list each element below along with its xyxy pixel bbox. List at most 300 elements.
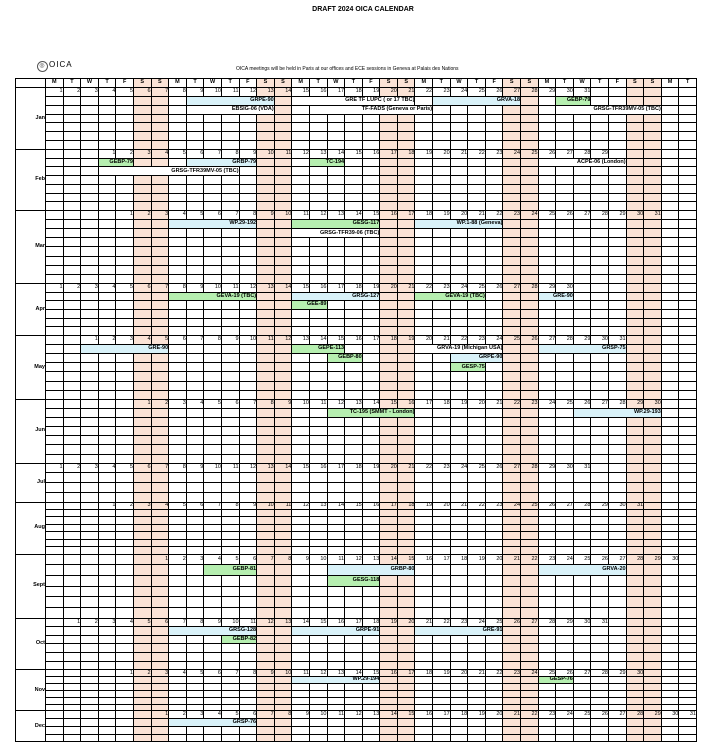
calendar-event[interactable]: TC-195 (SMMT - London) [327, 408, 415, 417]
empty-cell [98, 719, 116, 727]
empty-cell [362, 684, 380, 691]
empty-cell [573, 274, 591, 283]
empty-cell [327, 184, 345, 193]
empty-cell [274, 483, 292, 493]
empty-cell [626, 483, 644, 493]
month-event-row [16, 704, 697, 711]
empty-cell [239, 436, 257, 445]
calendar-event[interactable]: GESG-118 [327, 575, 380, 586]
month-event-row [16, 309, 697, 318]
empty-cell [151, 381, 169, 390]
empty-cell [133, 390, 151, 399]
empty-cell [556, 354, 574, 363]
empty-cell [81, 726, 99, 734]
empty-cell [169, 141, 187, 150]
day-number: 16 [380, 210, 398, 219]
month-event-row [16, 719, 697, 727]
empty-cell [591, 184, 609, 193]
empty-cell [503, 539, 521, 546]
calendar-event[interactable]: GESP-76 [538, 677, 573, 684]
empty-cell [573, 635, 591, 644]
empty-cell [274, 247, 292, 256]
empty-cell [327, 247, 345, 256]
empty-cell [397, 274, 415, 283]
calendar-event[interactable]: TC-194 [309, 158, 344, 167]
empty-cell [450, 635, 468, 644]
empty-cell [609, 726, 627, 734]
empty-cell [116, 445, 134, 454]
empty-cell [186, 539, 204, 546]
empty-cell [538, 114, 556, 123]
empty-cell [468, 719, 486, 727]
calendar-event[interactable]: GRBP-80 [327, 565, 415, 576]
empty-cell [644, 150, 662, 159]
empty-cell [98, 265, 116, 274]
month-event-row [16, 565, 697, 576]
empty-cell [169, 677, 187, 684]
empty-cell [626, 390, 644, 399]
empty-cell [380, 354, 398, 363]
empty-cell [573, 229, 591, 238]
empty-cell [151, 454, 169, 463]
empty-cell [327, 114, 345, 123]
month-label: Nov [16, 670, 46, 711]
calendar-event[interactable]: GRPE-91 [292, 627, 380, 636]
empty-cell [397, 473, 415, 483]
empty-cell [450, 690, 468, 697]
empty-cell [380, 586, 398, 597]
empty-cell [415, 184, 433, 193]
day-number: 10 [309, 554, 327, 565]
empty-cell [204, 547, 222, 554]
empty-cell [521, 372, 539, 381]
empty-cell [503, 408, 521, 417]
empty-cell [503, 597, 521, 608]
empty-cell [380, 607, 398, 618]
empty-cell [661, 141, 679, 150]
calendar-event[interactable]: GEPE-113 [292, 345, 345, 354]
empty-cell [362, 381, 380, 390]
calendar-event[interactable]: GRE-90 [81, 345, 169, 354]
empty-cell [63, 684, 81, 691]
empty-cell [679, 184, 697, 193]
empty-cell [397, 238, 415, 247]
calendar-event[interactable]: GRE-91 [415, 627, 503, 636]
empty-cell [679, 454, 697, 463]
day-number: 28 [591, 210, 609, 219]
day-number: 27 [609, 711, 627, 719]
day-number: 17 [345, 618, 363, 627]
empty-cell [239, 301, 257, 310]
day-number: 20 [485, 554, 503, 565]
day-number: 29 [556, 618, 574, 627]
empty-cell [450, 256, 468, 265]
empty-cell [397, 184, 415, 193]
empty-cell [503, 309, 521, 318]
empty-cell [644, 132, 662, 141]
empty-cell [98, 210, 116, 219]
month-event-row [16, 372, 697, 381]
empty-cell [661, 597, 679, 608]
empty-cell [485, 301, 503, 310]
empty-cell [151, 635, 169, 644]
calendar-event[interactable]: GEBP-80 [327, 354, 362, 363]
calendar-event[interactable]: GRSG-TFR39MV-05 (TBC) [556, 105, 662, 114]
empty-cell [46, 644, 64, 653]
empty-cell [626, 539, 644, 546]
empty-cell [380, 381, 398, 390]
empty-cell [221, 597, 239, 608]
empty-cell [63, 670, 81, 677]
month-event-row [16, 697, 697, 704]
empty-cell [151, 644, 169, 653]
empty-cell [362, 704, 380, 711]
empty-cell [81, 661, 99, 670]
empty-cell [274, 96, 292, 105]
empty-cell [679, 399, 697, 408]
empty-cell [345, 539, 363, 546]
day-number: 2 [169, 554, 187, 565]
day-number: 2 [98, 335, 116, 344]
empty-cell [397, 354, 415, 363]
empty-cell [133, 318, 151, 327]
month-event-row [16, 193, 697, 202]
calendar-event[interactable]: GEVA-19 (TBC) [415, 292, 485, 301]
empty-cell [485, 176, 503, 185]
empty-cell [169, 418, 187, 427]
empty-cell [133, 309, 151, 318]
empty-cell [661, 123, 679, 132]
day-number: 25 [468, 283, 486, 292]
empty-cell [397, 677, 415, 684]
empty-cell [679, 719, 697, 727]
empty-cell [661, 158, 679, 167]
calendar-event[interactable]: GEBP-79 [98, 158, 133, 167]
day-number: 4 [133, 335, 151, 344]
empty-cell [450, 114, 468, 123]
calendar-event[interactable]: GRBP-79 [186, 158, 256, 167]
day-number: 31 [573, 463, 591, 473]
empty-cell [521, 247, 539, 256]
day-number: 1 [81, 335, 99, 344]
weekday-header: M [661, 79, 679, 88]
empty-cell [609, 492, 627, 502]
empty-cell [327, 734, 345, 742]
empty-cell [485, 123, 503, 132]
empty-cell [380, 238, 398, 247]
calendar-event[interactable]: GRE-90 [538, 292, 573, 301]
empty-cell [433, 483, 451, 493]
empty-cell [257, 726, 275, 734]
day-number: 30 [661, 554, 679, 565]
empty-cell [503, 445, 521, 454]
empty-cell [81, 301, 99, 310]
empty-cell [609, 238, 627, 247]
empty-cell [591, 229, 609, 238]
calendar-event[interactable]: GRPE-90 [450, 354, 503, 363]
empty-cell [626, 88, 644, 97]
empty-cell [397, 381, 415, 390]
calendar-event[interactable]: WP.29-192 [169, 220, 257, 229]
empty-cell [186, 532, 204, 539]
empty-cell [644, 726, 662, 734]
calendar-event[interactable]: GEBP-79 [556, 96, 591, 105]
empty-cell [309, 114, 327, 123]
empty-cell [433, 105, 451, 114]
empty-cell [626, 445, 644, 454]
empty-cell [521, 193, 539, 202]
empty-cell [468, 483, 486, 493]
empty-cell [292, 318, 310, 327]
day-number: 26 [521, 335, 539, 344]
empty-cell [521, 408, 539, 417]
empty-cell [133, 653, 151, 662]
empty-cell [573, 202, 591, 211]
empty-cell [292, 427, 310, 436]
empty-cell [380, 547, 398, 554]
empty-cell [538, 372, 556, 381]
empty-cell [274, 690, 292, 697]
calendar-event[interactable]: WP.29-193 [573, 408, 661, 417]
day-number: 24 [521, 670, 539, 677]
empty-cell [591, 372, 609, 381]
weekday-header: W [573, 79, 591, 88]
calendar-event[interactable]: GRE TF LUPC ( or 17 TBC) [292, 96, 415, 105]
month-label: Mar [16, 210, 46, 283]
calendar-event[interactable]: GEVA-19 (TBC) [169, 292, 257, 301]
empty-cell [133, 539, 151, 546]
empty-cell [309, 372, 327, 381]
empty-cell [169, 309, 187, 318]
empty-cell [538, 381, 556, 390]
day-number: 9 [292, 554, 310, 565]
calendar-event[interactable]: GRSG-TFR39MV-05 (TBC) [98, 167, 239, 176]
day-number: 11 [239, 618, 257, 627]
day-number: 21 [450, 150, 468, 159]
empty-cell [362, 547, 380, 554]
empty-cell [63, 176, 81, 185]
empty-cell [468, 202, 486, 211]
empty-cell [609, 88, 627, 97]
calendar-event[interactable]: GRSP-76 [169, 719, 257, 727]
calendar-event[interactable]: EBSIG-06 (VDA) [186, 105, 274, 114]
calendar-event[interactable]: GRVA-19 (Michigan USA) [415, 345, 503, 354]
empty-cell [609, 256, 627, 265]
empty-cell [169, 607, 187, 618]
day-number: 14 [345, 210, 363, 219]
empty-cell [63, 586, 81, 597]
day-number: 21 [468, 210, 486, 219]
empty-cell [485, 524, 503, 531]
empty-cell [591, 483, 609, 493]
day-number: 18 [397, 502, 415, 509]
month-label: Feb [16, 150, 46, 211]
empty-cell [609, 114, 627, 123]
calendar-event[interactable]: GRPE-90 [186, 96, 274, 105]
empty-cell [380, 132, 398, 141]
empty-cell [468, 408, 486, 417]
empty-cell [573, 492, 591, 502]
empty-cell [169, 363, 187, 372]
weekday-header: T [221, 79, 239, 88]
day-number: 27 [503, 463, 521, 473]
calendar-event[interactable]: GRVA-20 [538, 565, 626, 576]
empty-cell [309, 318, 327, 327]
empty-cell [221, 697, 239, 704]
calendar-event[interactable]: GESG-117 [292, 220, 380, 229]
empty-cell [257, 381, 275, 390]
calendar-event[interactable]: GRSG-128 [169, 627, 257, 636]
empty-cell [626, 309, 644, 318]
empty-cell [609, 618, 627, 627]
day-number: 10 [221, 618, 239, 627]
empty-cell [573, 309, 591, 318]
calendar-event[interactable]: GESP-75 [450, 363, 485, 372]
empty-cell [626, 318, 644, 327]
empty-cell [661, 473, 679, 483]
empty-cell [327, 704, 345, 711]
empty-cell [46, 210, 64, 219]
empty-cell [309, 473, 327, 483]
day-number: 6 [186, 502, 204, 509]
empty-cell [380, 719, 398, 727]
empty-cell [380, 473, 398, 483]
calendar-event[interactable]: GEBP-82 [221, 635, 256, 644]
month-event-row [16, 427, 697, 436]
empty-cell [679, 345, 697, 354]
empty-cell [626, 719, 644, 727]
calendar-event[interactable]: GRSG-TFR39-06 (TBC) [292, 229, 380, 238]
empty-cell [169, 158, 187, 167]
empty-cell [556, 661, 574, 670]
empty-cell [63, 547, 81, 554]
empty-cell [556, 445, 574, 454]
empty-cell [521, 661, 539, 670]
empty-cell [661, 704, 679, 711]
empty-cell [204, 734, 222, 742]
empty-cell [573, 301, 591, 310]
empty-cell [521, 381, 539, 390]
calendar-event[interactable]: GRVA-18 [433, 96, 521, 105]
empty-cell [450, 677, 468, 684]
empty-cell [63, 335, 81, 344]
calendar-event[interactable]: GEBP-81 [204, 565, 257, 576]
day-number: 3 [81, 88, 99, 97]
calendar-event[interactable]: WP.1-88 (Geneva) [415, 220, 503, 229]
day-number: 26 [538, 150, 556, 159]
empty-cell [556, 363, 574, 372]
empty-cell [274, 418, 292, 427]
empty-cell [661, 210, 679, 219]
empty-cell [485, 483, 503, 493]
empty-cell [362, 510, 380, 517]
calendar-event[interactable]: WP.29-194 [292, 677, 380, 684]
day-number: 20 [433, 502, 451, 509]
empty-cell [644, 510, 662, 517]
empty-cell [362, 597, 380, 608]
empty-cell [521, 704, 539, 711]
empty-cell [204, 301, 222, 310]
empty-cell [327, 661, 345, 670]
calendar-title: DRAFT 2024 OICA CALENDAR [312, 6, 414, 13]
calendar-event[interactable]: GRSP-75 [538, 345, 626, 354]
empty-cell [626, 517, 644, 524]
empty-cell [468, 454, 486, 463]
empty-cell [415, 372, 433, 381]
empty-cell [81, 176, 99, 185]
day-number: 8 [239, 210, 257, 219]
calendar-event[interactable]: GRSG-127 [292, 292, 380, 301]
month-event-row [16, 158, 697, 167]
empty-cell [503, 318, 521, 327]
empty-cell [63, 661, 81, 670]
empty-cell [274, 372, 292, 381]
empty-cell [204, 176, 222, 185]
empty-cell [169, 635, 187, 644]
empty-cell [591, 510, 609, 517]
day-number: 14 [327, 150, 345, 159]
empty-cell [63, 292, 81, 301]
empty-cell [397, 539, 415, 546]
empty-cell [521, 390, 539, 399]
empty-cell [644, 627, 662, 636]
calendar-event[interactable]: TF-FADS (Geneva or Paris) [309, 105, 432, 114]
empty-cell [221, 539, 239, 546]
empty-cell [538, 697, 556, 704]
empty-cell [661, 677, 679, 684]
empty-cell [81, 565, 99, 576]
empty-cell [679, 697, 697, 704]
venue-note: OICA meetings will be held in Paris at our offices and ECE sessions in Geneva at Palais des Nations [236, 66, 459, 72]
empty-cell [450, 473, 468, 483]
day-number: 21 [397, 463, 415, 473]
empty-cell [644, 661, 662, 670]
day-number: 1 [116, 670, 134, 677]
empty-cell [538, 661, 556, 670]
empty-cell [204, 539, 222, 546]
empty-cell [327, 635, 345, 644]
calendar-event[interactable]: ACPE-06 (London) [538, 158, 626, 167]
empty-cell [292, 202, 310, 211]
empty-cell [644, 167, 662, 176]
day-number: 10 [257, 502, 275, 509]
empty-cell [151, 123, 169, 132]
empty-cell [397, 644, 415, 653]
empty-cell [468, 158, 486, 167]
empty-cell [362, 123, 380, 132]
empty-cell [573, 141, 591, 150]
calendar-event[interactable]: GEE-89 [292, 301, 327, 310]
empty-cell [591, 575, 609, 586]
empty-cell [309, 390, 327, 399]
empty-cell [521, 510, 539, 517]
empty-cell [380, 193, 398, 202]
empty-cell [644, 502, 662, 509]
empty-cell [46, 690, 64, 697]
empty-cell [609, 274, 627, 283]
empty-cell [538, 123, 556, 132]
empty-cell [450, 586, 468, 597]
day-number: 17 [327, 283, 345, 292]
empty-cell [415, 635, 433, 644]
empty-cell [397, 167, 415, 176]
empty-cell [521, 539, 539, 546]
empty-cell [556, 684, 574, 691]
day-number: 7 [169, 618, 187, 627]
empty-cell [98, 539, 116, 546]
empty-cell [98, 726, 116, 734]
empty-cell [485, 644, 503, 653]
